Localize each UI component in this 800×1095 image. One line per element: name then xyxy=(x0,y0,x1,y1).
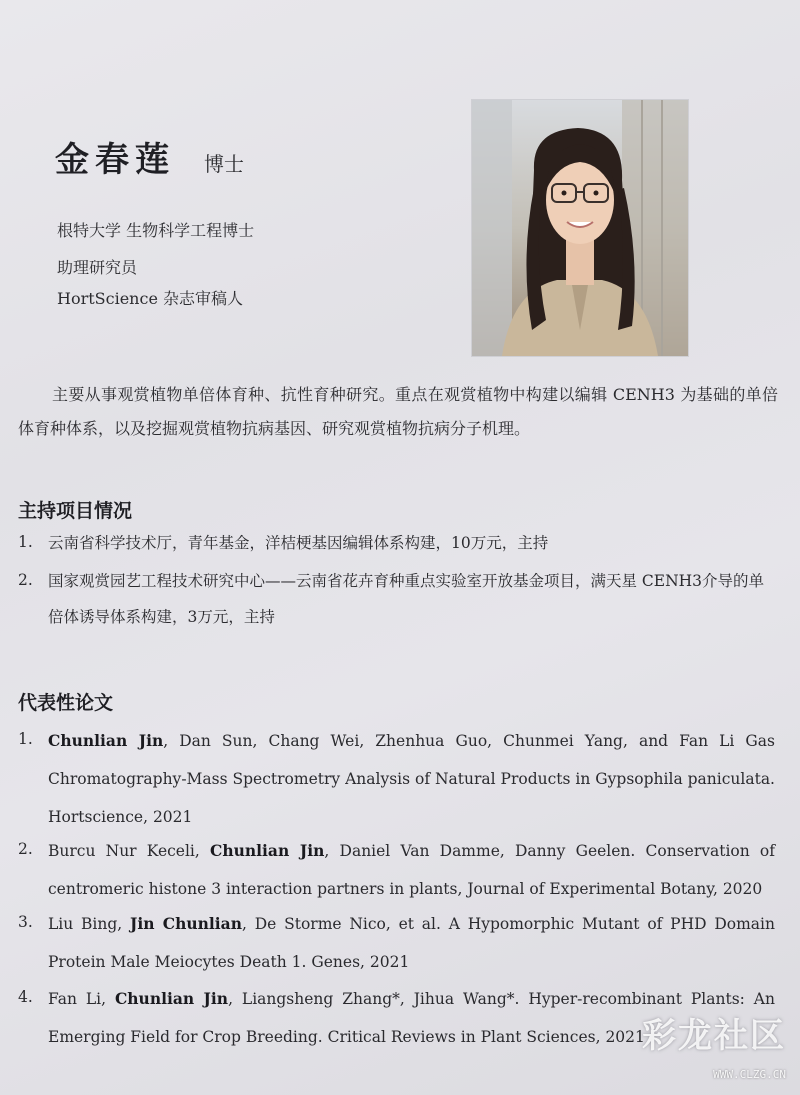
paper-details: , Dan Sun, Chang Wei, Zhenhua Guo, Chunmei Yang, and Fan Li Gas Chromatography-Mass Spectrometry Analysis of Natural Products in Gypsophila paniculata. Hortscience, 2021 xyxy=(48,732,775,826)
portrait-photo xyxy=(472,100,688,356)
paper-citation xyxy=(48,832,775,908)
site-watermark: 彩龙社区 xyxy=(642,1016,786,1056)
paper-number: 2. xyxy=(18,840,33,858)
credential-reviewer: HortScience 杂志审稿人 xyxy=(57,289,243,308)
paper-authors-pre: Fan Li, xyxy=(48,990,115,1008)
author-highlight: Chunlian Jin xyxy=(114,989,229,1008)
paper-citation xyxy=(48,905,775,981)
author-highlight: Chunlian Jin xyxy=(210,841,325,860)
paper-number: 3. xyxy=(18,913,33,931)
paper-authors-pre: Burcu Nur Keceli, xyxy=(48,842,211,860)
watermark-url: WWW.CLZG.CN xyxy=(713,1068,786,1081)
person-name: 金春莲 xyxy=(55,140,175,180)
degree-title: 博士 xyxy=(204,152,244,176)
paper-details: , Daniel Van Damme, Danny Geelen. Conservation of centromeric histone 3 interaction partners in plants, Journal of Experimental Botany, 2020 xyxy=(48,842,776,898)
author-highlight: Chunlian Jin xyxy=(48,731,164,750)
project-number: 1. xyxy=(18,533,33,551)
project-text: 国家观赏园艺工程技术研究中心——云南省花卉育种重点实验室开放基金项目，满天星 CENH3介导的单倍体诱导体系构建，3万元，主持 xyxy=(48,572,765,626)
paper-number: 1. xyxy=(18,730,33,748)
credential-position: 助理研究员 xyxy=(57,258,138,277)
author-highlight: Jin Chunlian xyxy=(130,914,242,933)
project-number: 2. xyxy=(18,571,33,589)
paper-number: 4. xyxy=(18,988,33,1006)
paper-details: , Liangsheng Zhang*, Jihua Wang*. Hyper-recombinant Plants: An Emerging Field for Crop Breeding. Critical Reviews in Plant Sciences, 2021 xyxy=(48,990,775,1046)
paper-citation xyxy=(48,722,775,836)
paper-authors-pre: Liu Bing, xyxy=(48,915,130,933)
research-summary: 主要从事观赏植物单倍体育种、抗性育种研究。重点在观赏植物中构建以编辑 CENH3 为基础的单倍体育种体系，以及挖掘观赏植物抗病基因、研究观赏植物抗病分子机理。 xyxy=(18,385,778,438)
project-text: 云南省科学技术厅，青年基金，洋桔梗基因编辑体系构建，10万元，主持 xyxy=(48,534,549,552)
papers-heading: 代表性论文 xyxy=(18,692,114,714)
paper-details: , De Storme Nico, et al. A Hypomorphic Mutant of PHD Domain Protein Male Meiocytes Death 1. Genes, 2021 xyxy=(48,915,775,971)
projects-heading: 主持项目情况 xyxy=(18,500,133,522)
credential-university: 根特大学 生物科学工程博士 xyxy=(57,221,255,240)
